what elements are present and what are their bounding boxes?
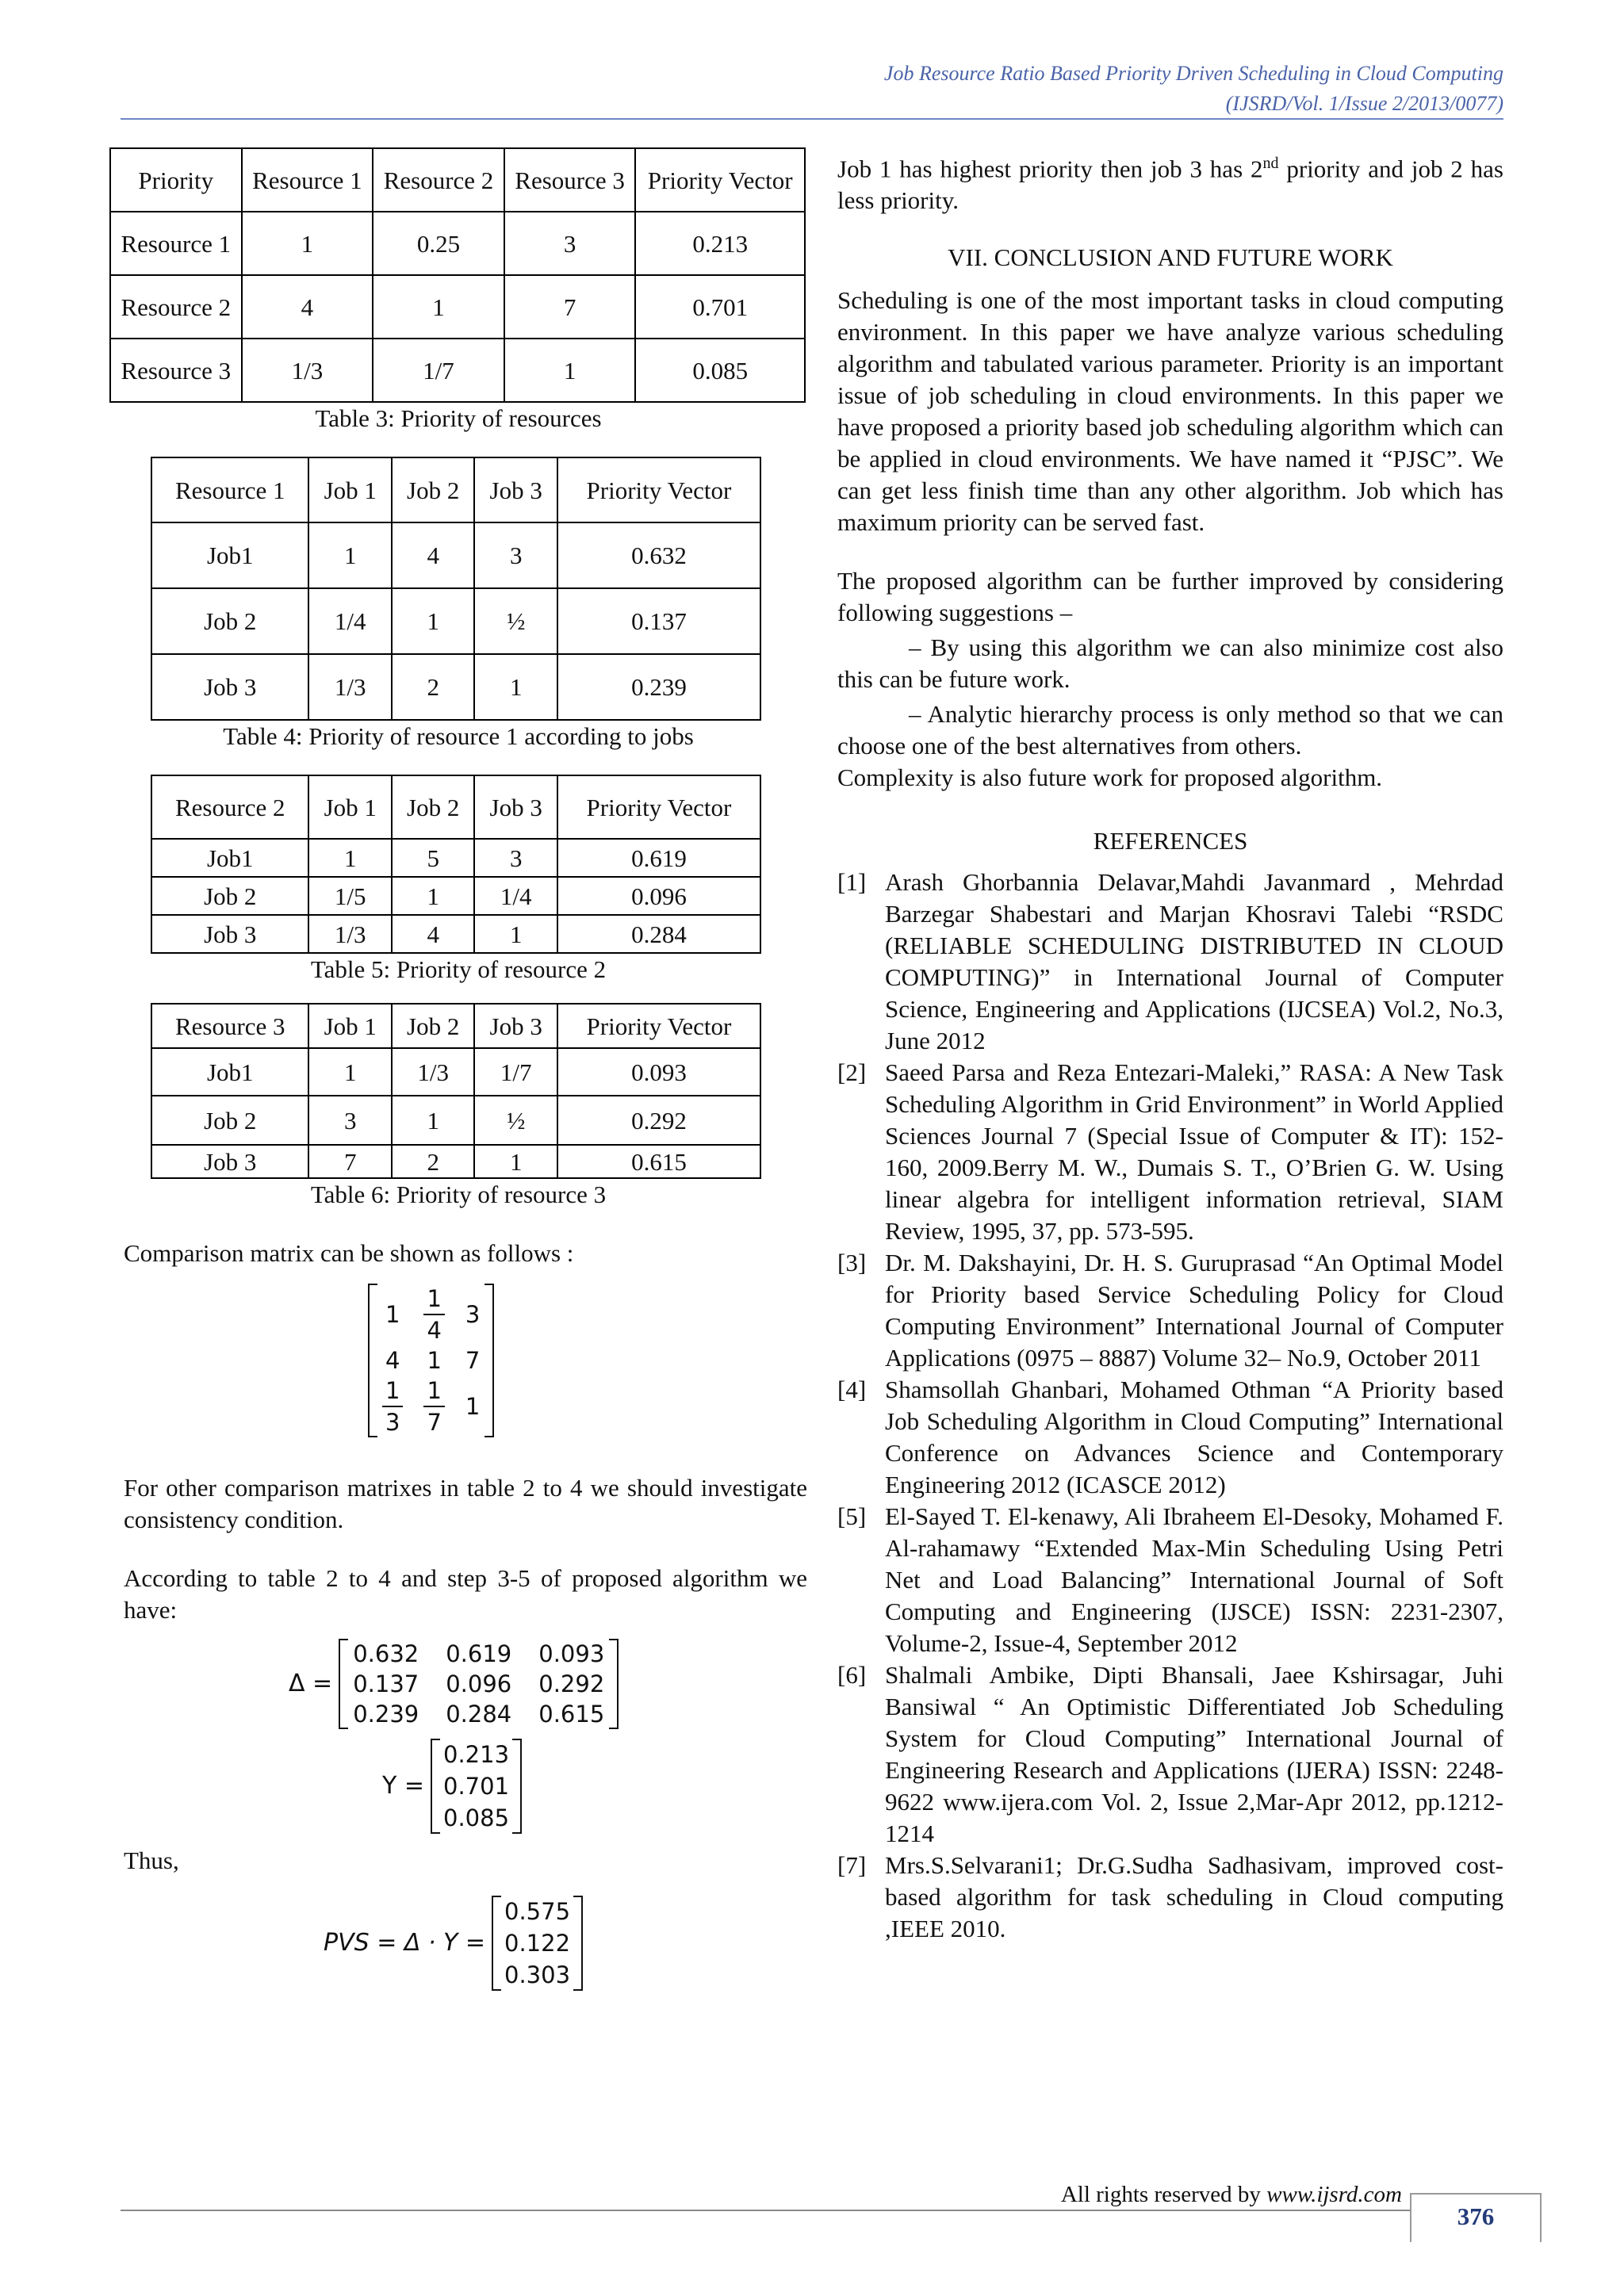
y-equation: Y = 0.213 0.701 0.085 [109, 1739, 807, 1834]
table-cell: 1 [474, 654, 557, 720]
footer-divider [121, 2210, 1410, 2211]
table-row [151, 1096, 760, 1145]
header-title: Job Resource Ratio Based Priority Driven Scheduling in Cloud Computing [883, 62, 1503, 85]
list-item: [3] Dr. M. Dakshayini, Dr. H. S. Guruprasad “An Optimal Model for Priority based Service Scheduling Policy for Cloud Computing Environment” International Journal of Computer Applications (0975 – 8887) Volume 32– No.9, October 2011 [837, 1249, 1503, 1372]
table-cell: 4 [392, 522, 474, 588]
table-cell: 0.632 [557, 522, 760, 588]
table-cell: 1/3 [308, 915, 391, 953]
suggestion-item: – Analytic hierarchy process is only method so that we can choose one of the best alternatives from others. [837, 700, 1503, 760]
table-row [151, 877, 760, 915]
table-cell: 1/4 [474, 877, 557, 915]
table-cell: 1/4 [308, 588, 391, 654]
table-cell: 1 [308, 1048, 391, 1096]
table-cell: Resource 2 [110, 275, 242, 339]
delta-equation: Δ = 0.632 0.619 0.093 0.137 0.096 0.292 0.239 0.284 0.615 [109, 1639, 807, 1729]
table-header-cell: Priority Vector [557, 1004, 760, 1048]
footer-site-link[interactable]: www.ijsrd.com [1266, 2182, 1402, 2207]
table-5-caption: Table 5: Priority of resource 2 [310, 955, 607, 983]
page-number: 376 [1410, 2193, 1542, 2242]
table-row [151, 1145, 760, 1178]
table-cell: 1 [242, 212, 373, 275]
table-cell: 1/7 [474, 1048, 557, 1096]
table-cell: 0.284 [557, 915, 760, 953]
table-cell: 3 [474, 839, 557, 877]
thus-label: Thus, [124, 1846, 179, 1874]
table-cell: ½ [474, 588, 557, 654]
table-cell: Job1 [151, 839, 308, 877]
table-row [151, 654, 760, 720]
header-divider [121, 118, 1503, 120]
table-cell: 1/3 [242, 339, 373, 402]
table-cell: 5 [392, 839, 474, 877]
table-4 [151, 457, 761, 721]
footer-copyright: All rights reserved by www.ijsrd.com [1060, 2182, 1402, 2207]
table-cell: 1 [474, 1145, 557, 1178]
table-cell: 3 [474, 522, 557, 588]
table-header-cell: Job 3 [474, 457, 557, 522]
table-6 [151, 1003, 761, 1179]
table-cell: 7 [504, 275, 636, 339]
table-header-cell: Priority Vector [557, 775, 760, 839]
table-header-cell: Job 1 [308, 457, 391, 522]
table-cell: 0.292 [557, 1096, 760, 1145]
table-header-cell: Job 1 [308, 1004, 391, 1048]
table-header-cell: Job 1 [308, 775, 391, 839]
consistency-paragraph: For other comparison matrixes in table 2 to 4 we should investigate consistency condition. [124, 1474, 807, 1533]
table-header-cell: Job 2 [392, 775, 474, 839]
table-row [151, 839, 760, 877]
table-cell: 1/3 [308, 654, 391, 720]
table-3-caption: Table 3: Priority of resources [315, 404, 602, 432]
table-row [110, 339, 805, 402]
table-cell: Job 2 [151, 877, 308, 915]
section-title: VII. CONCLUSION AND FUTURE WORK [948, 243, 1393, 272]
table-header-cell: Resource 3 [504, 148, 636, 212]
table-4-caption: Table 4: Priority of resource 1 according to jobs [223, 722, 694, 750]
table-header-cell: Job 3 [474, 1004, 557, 1048]
table-cell: 0.085 [635, 339, 805, 402]
table-cell: Job 2 [151, 588, 308, 654]
table-cell: 0.137 [557, 588, 760, 654]
table-6-caption: Table 6: Priority of resource 3 [310, 1181, 607, 1208]
list-item: [7] Mrs.S.Selvarani1; Dr.G.Sudha Sadhasivam, improved cost-based algorithm for task scheduling in Cloud computing ,IEEE 2010. [837, 1851, 1503, 1943]
table-header-cell: Job 3 [474, 775, 557, 839]
running-header [884, 59, 1503, 119]
left-column [109, 147, 807, 1991]
table-cell: 1 [308, 839, 391, 877]
table-cell: 2 [392, 654, 474, 720]
table-header-cell: Priority [110, 148, 242, 212]
table-row [151, 522, 760, 588]
references-title: REFERENCES [1093, 827, 1248, 855]
table-cell: 0.093 [557, 1048, 760, 1096]
table-cell: Job 3 [151, 654, 308, 720]
table-cell: Job1 [151, 1048, 308, 1096]
table-row [151, 1048, 760, 1096]
table-cell: 1 [392, 877, 474, 915]
table-cell: 4 [242, 275, 373, 339]
table-header-cell: Resource 3 [151, 1004, 308, 1048]
table-cell: Resource 3 [110, 339, 242, 402]
table-cell: Job1 [151, 522, 308, 588]
table-cell: 1/5 [308, 877, 391, 915]
pvs-equation: PVS = Δ · Y = 0.575 0.122 0.303 [109, 1896, 807, 1991]
list-item: [6] Shalmali Ambike, Dipti Bhansali, Jaee Kshirsagar, Juhi Bansiwal “ An Optimistic Differentiated Job Scheduling System for Cloud Computing” International Journal of Engineering Research and Applications (IJERA) ISSN: 2248-9622 www.ijera.com Vol. 2, Issue 2,Mar-Apr 2012, pp.1212-1214 [837, 1661, 1503, 1848]
table-cell: Resource 1 [110, 212, 242, 275]
table-header-cell: Resource 1 [151, 457, 308, 522]
table-cell: 1 [308, 522, 391, 588]
priority-summary: Job 1 has highest priority then job 3 has 2nd priority and job 2 has less priority. [837, 155, 1503, 215]
table-cell: 0.239 [557, 654, 760, 720]
table-cell: 0.701 [635, 275, 805, 339]
table-cell: Job 3 [151, 1145, 308, 1178]
table-header-cell: Resource 2 [373, 148, 504, 212]
table-row [110, 212, 805, 275]
table-cell: Job 2 [151, 1096, 308, 1145]
table-row [110, 275, 805, 339]
list-item: [1] Arash Ghorbannia Delavar,Mahdi Javanmard , Mehrdad Barzegar Shabestari and Marjan Khosravi Talebi “RSDC (RELIABLE SCHEDULING DISTRIBUTED IN CLOUD COMPUTING)” in International Journal of Computer Science, Engineering and Applications (IJCSEA) Vol.2, No.3, June 2012 [837, 868, 1503, 1055]
table-cell: 3 [504, 212, 636, 275]
table-cell: 1/7 [373, 339, 504, 402]
table-row [151, 588, 760, 654]
table-cell: 0.213 [635, 212, 805, 275]
list-item: [4] Shamsollah Ghanbari, Mohamed Othman “A Priority based Job Scheduling Algorithm in Cloud Computing” International Conference on Advances Science and Contemporary Engineering 2012 (ICASCE 2012) [837, 1376, 1503, 1499]
table-header-cell: Priority Vector [635, 148, 805, 212]
table-header-cell: Job 2 [392, 457, 474, 522]
table-cell: 1 [392, 1096, 474, 1145]
table-cell: 0.615 [557, 1145, 760, 1178]
table-header-cell: Priority Vector [557, 457, 760, 522]
table-cell: 0.25 [373, 212, 504, 275]
complexity-note: Complexity is also future work for proposed algorithm. [837, 763, 1383, 792]
according-paragraph: According to table 2 to 4 and step 3-5 of proposed algorithm we have: [124, 1564, 807, 1624]
table-header-cell: Job 2 [392, 1004, 474, 1048]
table-5 [151, 775, 761, 954]
table-cell: 1 [504, 339, 636, 402]
table-header-cell: Resource 2 [151, 775, 308, 839]
table-cell: 4 [392, 915, 474, 953]
table-cell: Job 3 [151, 915, 308, 953]
future-intro: The proposed algorithm can be further improved by considering following suggestions – [837, 567, 1503, 627]
list-item: [2] Saeed Parsa and Reza Entezari-Maleki,” RASA: A New Task Scheduling Algorithm in Grid Environment” in World Applied Sciences Journal 7 (Special Issue of Computer & IT): 152-160, 2009.Berry M. W., Dumais S. T., O’Brien G. W. Using linear algebra for intelligent information retrieval, SIAM Review, 1995, 37, pp. 573-595. [837, 1058, 1503, 1246]
table-cell: ½ [474, 1096, 557, 1145]
table-3 [109, 147, 806, 403]
table-cell: 1/3 [392, 1048, 474, 1096]
table-cell: 1 [373, 275, 504, 339]
right-column [837, 147, 1503, 1945]
table-cell: 3 [308, 1096, 391, 1145]
table-cell: 2 [392, 1145, 474, 1178]
conclusion-paragraph: Scheduling is one of the most important tasks in cloud computing environment. In this paper we have analyze various scheduling algorithm and tabulated various parameter. Priority is an important issue of job scheduling in cloud environments. In this paper we have proposed a priority based job scheduling algorithm which can be applied in cloud environments. We have named it “PJSC”. We can get less finish time than any other algorithm. Job which has maximum priority can be served fast. [837, 286, 1503, 537]
table-row [151, 915, 760, 953]
table-cell: 0.096 [557, 877, 760, 915]
table-cell: 7 [308, 1145, 391, 1178]
table-header-cell: Resource 1 [242, 148, 373, 212]
header-issue: (IJSRD/Vol. 1/Issue 2/2013/0077) [1225, 92, 1503, 115]
table-cell: 1 [392, 588, 474, 654]
table-cell: 1 [474, 915, 557, 953]
references-list [837, 867, 1503, 1945]
comparison-intro: Comparison matrix can be shown as follows : [124, 1239, 574, 1267]
table-cell: 0.619 [557, 839, 760, 877]
comparison-matrix: 1 $\frac{1}{4}$ 3 4 1 7 $\frac{1}{3}$ $\frac{1}{7}$ 1 [109, 1284, 807, 1445]
suggestion-item: – By using this algorithm we can also minimize cost also this can be future work. [837, 633, 1503, 694]
list-item: [5] El-Sayed T. El-kenawy, Ali Ibraheem El-Desoky, Mohamed F. Al-rahamawy “Extended Max-Min Scheduling Using Petri Net and Load Balancing” International Journal of Soft Computing and Engineering (IJSCE) ISSN: 2231-2307, Volume-2, Issue-4, September 2012 [837, 1502, 1503, 1658]
